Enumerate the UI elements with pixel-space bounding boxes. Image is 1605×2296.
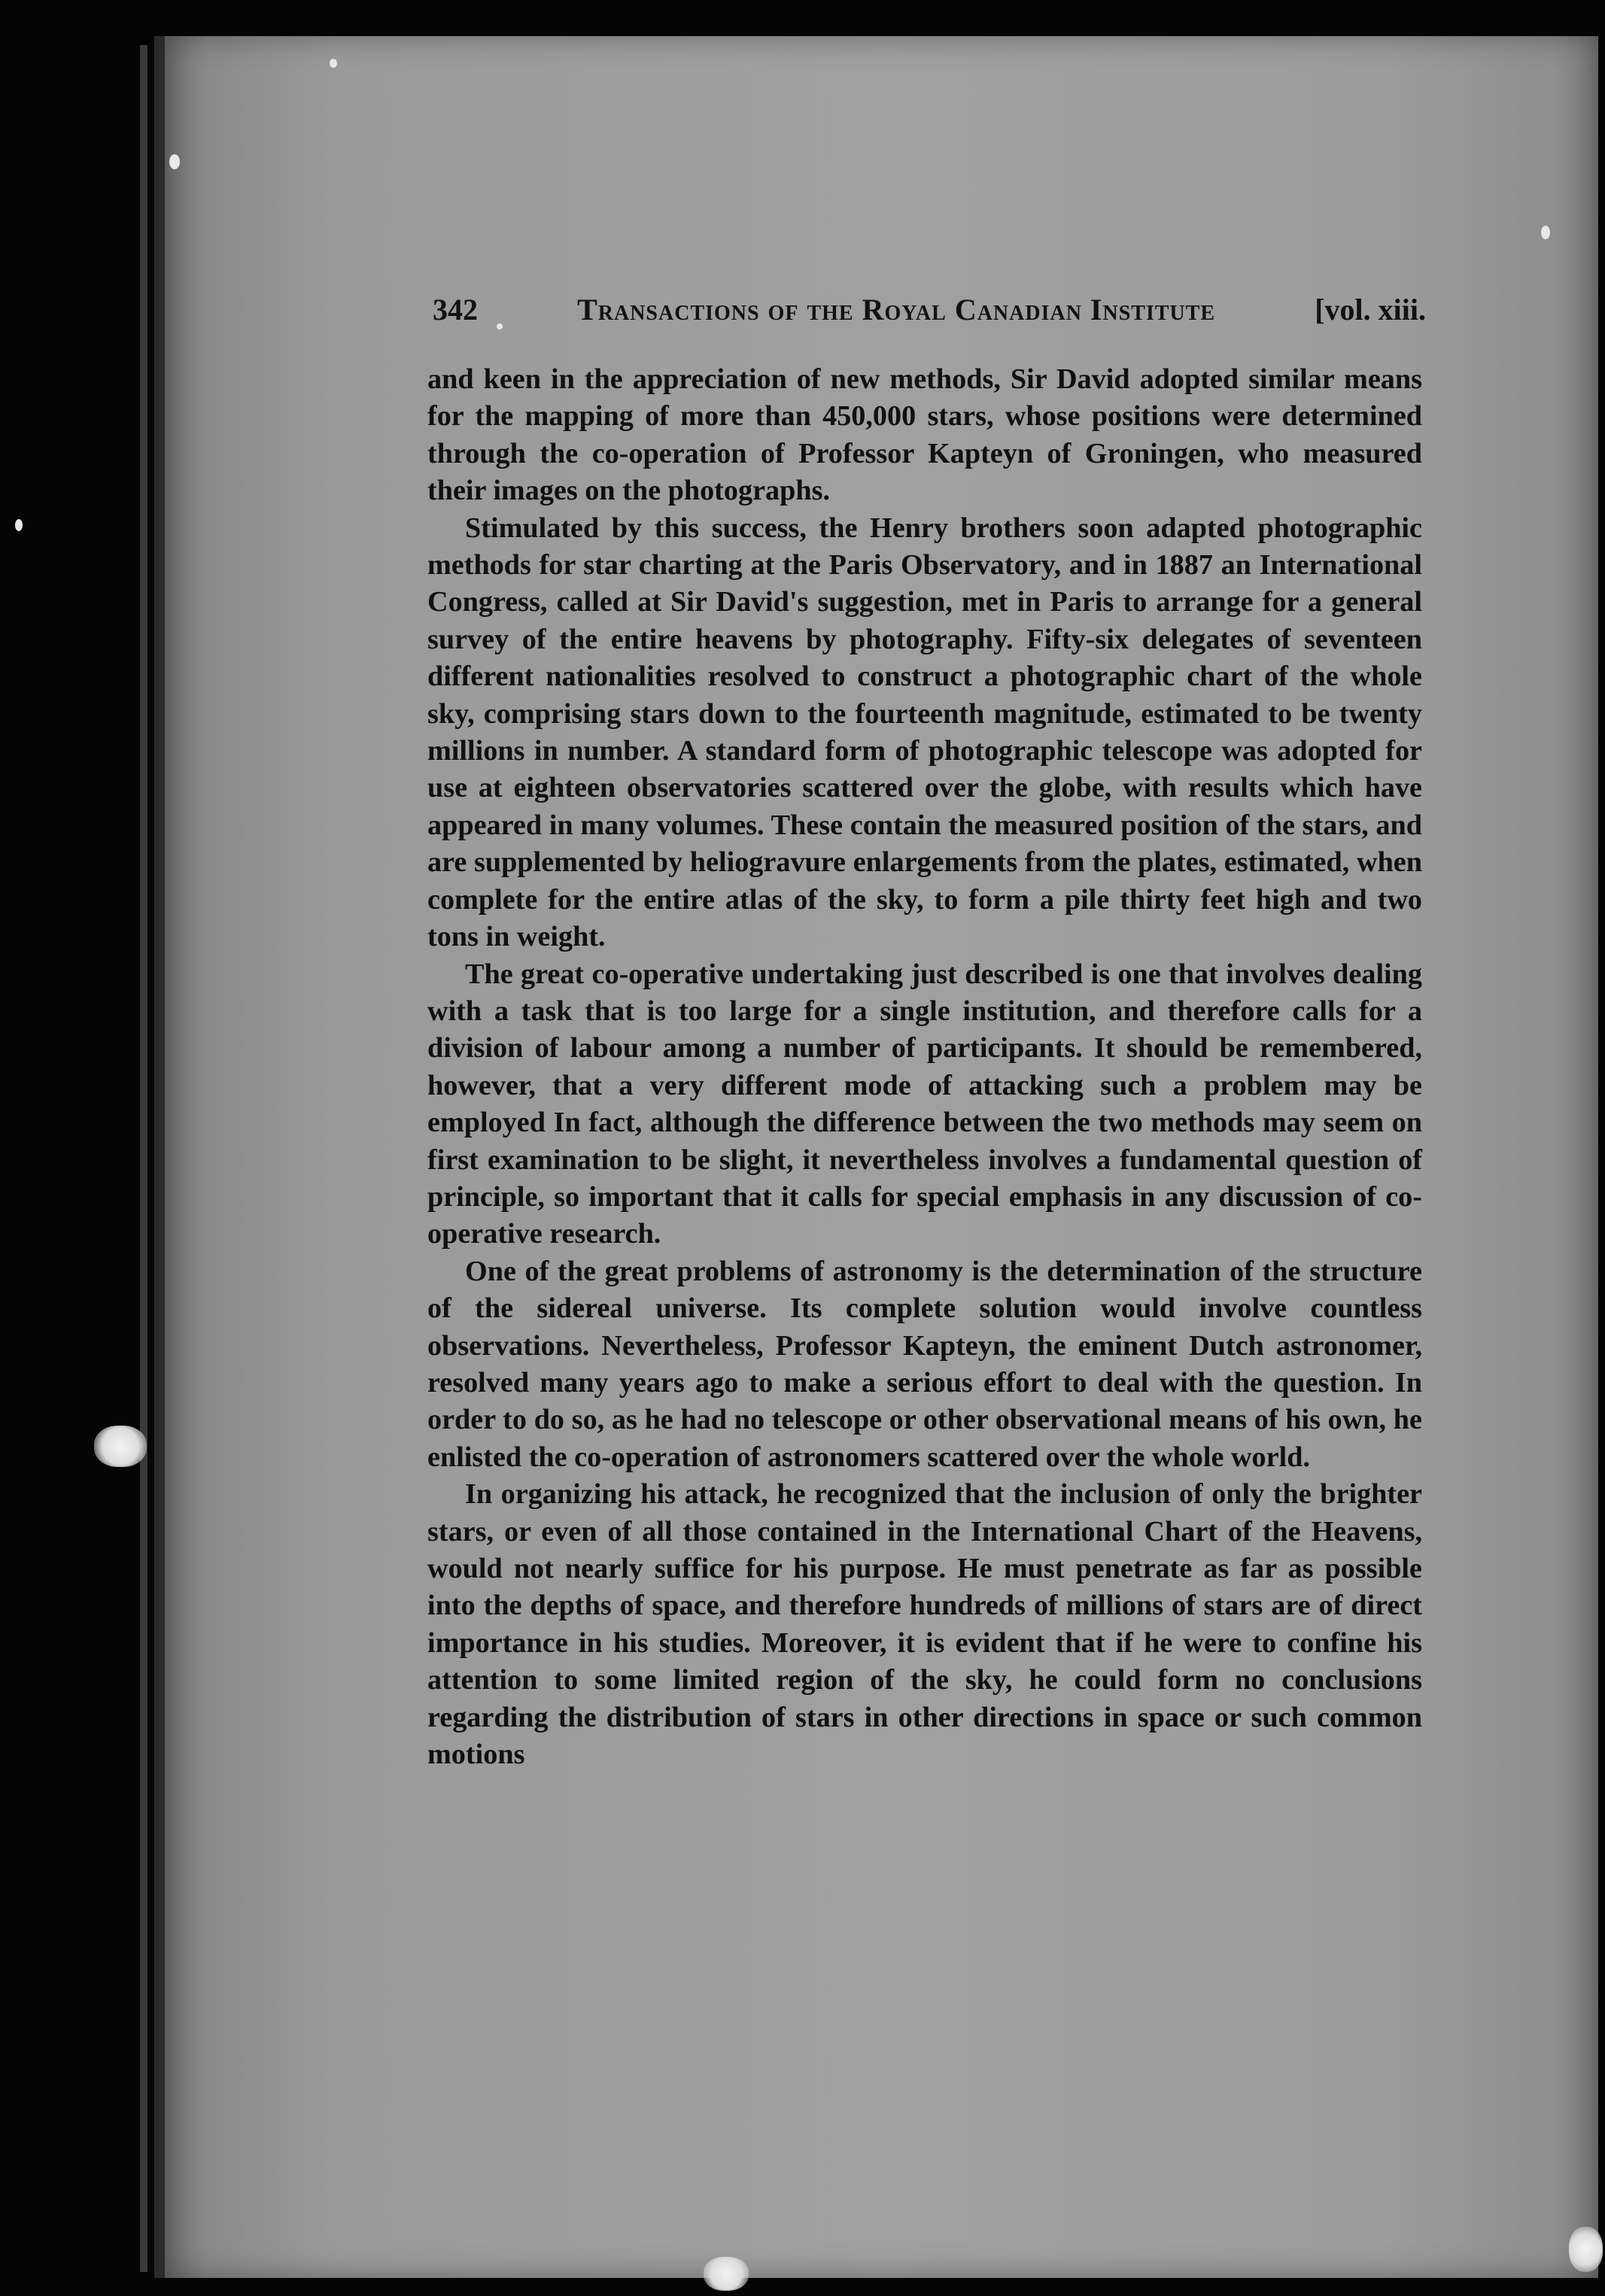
journal-title: Transactions of the Royal Canadian Institute — [577, 293, 1216, 326]
scan-blot — [704, 2257, 749, 2291]
page-binding-edge — [140, 45, 147, 2272]
scan-speck — [15, 519, 23, 531]
paragraph-1: and keen in the appreciation of new methods, Sir David adopted similar means for the mapping of more than 450,000 stars, whose positions were determined through the co-operation of Professor Kapteyn of Groningen, who measured their images on the photographs. — [427, 363, 1422, 507]
paragraph-3: The great co-operative undertaking just described is one that involves dealing with a task that is too large for a single institution, and therefore calls for a division of labour among a number of participants. It should be remembered, however, that a very different mode of attacking such a problem may be employed In fact, although the difference between the two methods may seem on first examination to be slight, it nevertheless involves a fundamental question of principle, so important that it calls for special emphasis in any discussion of co-operative research. — [427, 958, 1422, 1250]
scan-blot — [1569, 2227, 1603, 2272]
paragraph-4: One of the great problems of astronomy is the determination of the structure of the sidereal universe. Its complete solution would involve countless observations. Nevertheless, Professor Kapteyn, the eminent Dutch astronomer, resolved many years ago to make a serious effort to deal with the question. In order to do so, as he had no telescope or other observational means of his own, he enlisted the co-operation of astronomers scattered over the whole world. — [427, 1255, 1422, 1473]
scan-speck — [169, 154, 180, 169]
scan-speck — [497, 323, 503, 330]
page-number: 342 — [433, 293, 478, 326]
running-head — [433, 292, 1426, 327]
scan-speck — [330, 59, 337, 68]
scan-blot — [94, 1426, 147, 1467]
paragraph-5: In organizing his attack, he recognized that the inclusion of only the brighter stars, or even of all those contained in the International Chart of the Heavens, would not nearly suffice for his purpose. He must penetrate as far as possible into the depths of space, and therefore hundreds of millions of stars are of direct importance in his studies. Moreover, it is evident that if he were to confine his attention to some limited region of the sky, he could form no conclusions regarding the distribution of stars in other directions in space or such common motions — [427, 1478, 1422, 1771]
body-text — [427, 361, 1422, 1773]
scan-speck — [1541, 226, 1550, 239]
paragraph-2: Stimulated by this success, the Henry brothers soon adapted photographic methods for star charting at the Paris Observatory, and in 1887 an International Congress, called at Sir David's suggestion, met in Paris to arrange for a general survey of the entire heavens by photography. Fifty-six delegates of seventeen different nationalities resolved to construct a photographic chart of the whole sky, comprising stars down to the fourteenth magnitude, estimated to be twenty millions in number. A standard form of photographic telescope was adopted for use at eighteen observatories scattered over the globe, with results which have appeared in many volumes. These contain the measured position of the stars, and are supplemented by heliogravure enlargements from the plates, estimated, when complete for the entire atlas of the sky, to form a pile thirty feet high and two tons in weight. — [427, 512, 1422, 953]
volume-label: [vol. xiii. — [1315, 293, 1426, 326]
